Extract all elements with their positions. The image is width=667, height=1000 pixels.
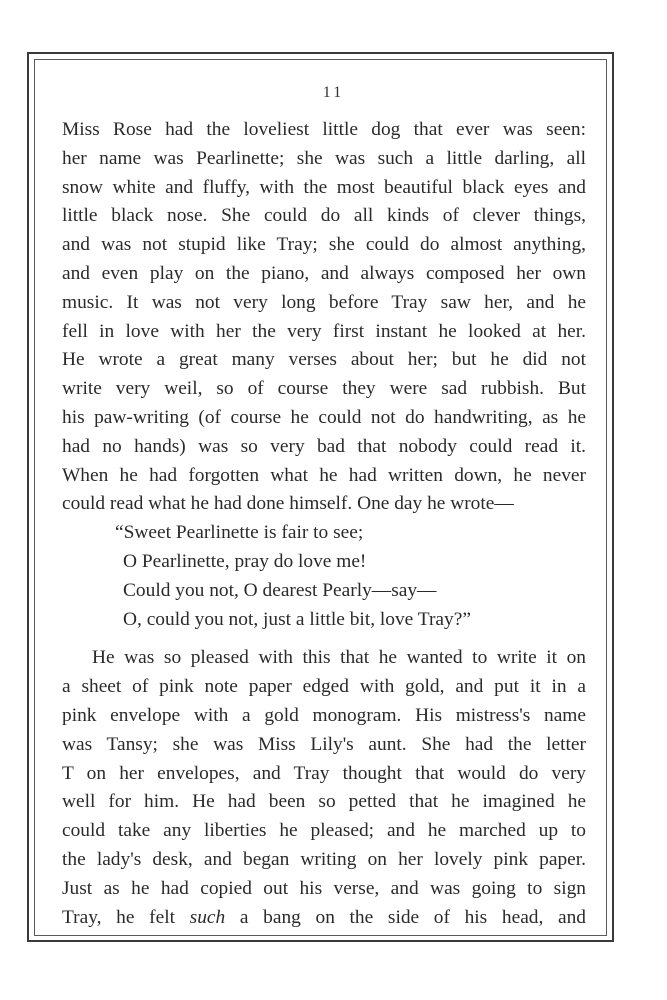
text-line: and even play on the piano, and always composed her own [62, 262, 586, 284]
text-line-final [62, 904, 586, 933]
text-line: could read what he had done himself. One day he wrote— [62, 493, 514, 515]
text-line: fell in love with her the very first instant he looked at her. [62, 320, 586, 342]
body-text [62, 116, 586, 932]
text-line: was Tansy; she was Miss Lily's aunt. She had the letter [62, 733, 586, 755]
text-line: pink envelope with a gold monogram. His mistress's name [62, 704, 586, 726]
verse-line: O Pearlinette, pray do love me! [123, 550, 367, 572]
text-line: well for him. He had been so petted that he imagined he [62, 791, 586, 813]
text-line: music. It was not very long before Tray saw her, and he [62, 291, 586, 313]
text-line: a sheet of pink note paper edged with gold, and put it in a [62, 676, 586, 698]
text-line: had no hands) was so very bad that nobody could read it. [62, 435, 586, 457]
verse-line: “Sweet Pearlinette is fair to see; [115, 522, 364, 544]
text-fragment: a bang on the side of his head, and [239, 906, 586, 928]
text-line: Just as he had copied out his verse, and was going to sign [62, 877, 586, 899]
text-line: the lady's desk, and began writing on her lovely pink paper. [62, 848, 586, 870]
text-line: T on her envelopes, and Tray thought that would do very [62, 762, 586, 784]
verse [62, 519, 586, 634]
text-line: could take any liberties he pleased; and he marched up to [62, 820, 586, 842]
text-line: snow white and fluffy, with the most beautiful black eyes and [62, 176, 586, 198]
emphasis-text: such [189, 906, 226, 928]
paragraph-spacer [62, 634, 586, 644]
text-line: Miss Rose had the loveliest little dog that ever was seen: [62, 119, 586, 140]
text-line: and was not stupid like Tray; she could do almost anything, [62, 234, 586, 256]
text-fragment: Tray, he felt [62, 906, 175, 928]
text-line: He was so pleased with this that he wanted to write it on [92, 647, 586, 669]
text-line: When he had forgotten what he had written down, he never [62, 464, 586, 486]
paragraph-2 [62, 644, 586, 932]
text-line: write very weil, so of course they were sad rubbish. But [62, 378, 586, 400]
text-line: He wrote a great many verses about her; but he did not [62, 349, 586, 371]
paragraph-1 [62, 116, 586, 519]
text-line: his paw-writing (of course he could not do handwriting, as he [62, 406, 586, 428]
text-line: little black nose. She could do all kinds of clever things, [62, 205, 586, 227]
text-line: her name was Pearlinette; she was such a little darling, all [62, 147, 586, 169]
verse-line: O, could you not, just a little bit, love Tray?” [123, 608, 471, 630]
page-number: 11 [322, 84, 345, 101]
verse-line: Could you not, O dearest Pearly—say— [123, 579, 437, 601]
